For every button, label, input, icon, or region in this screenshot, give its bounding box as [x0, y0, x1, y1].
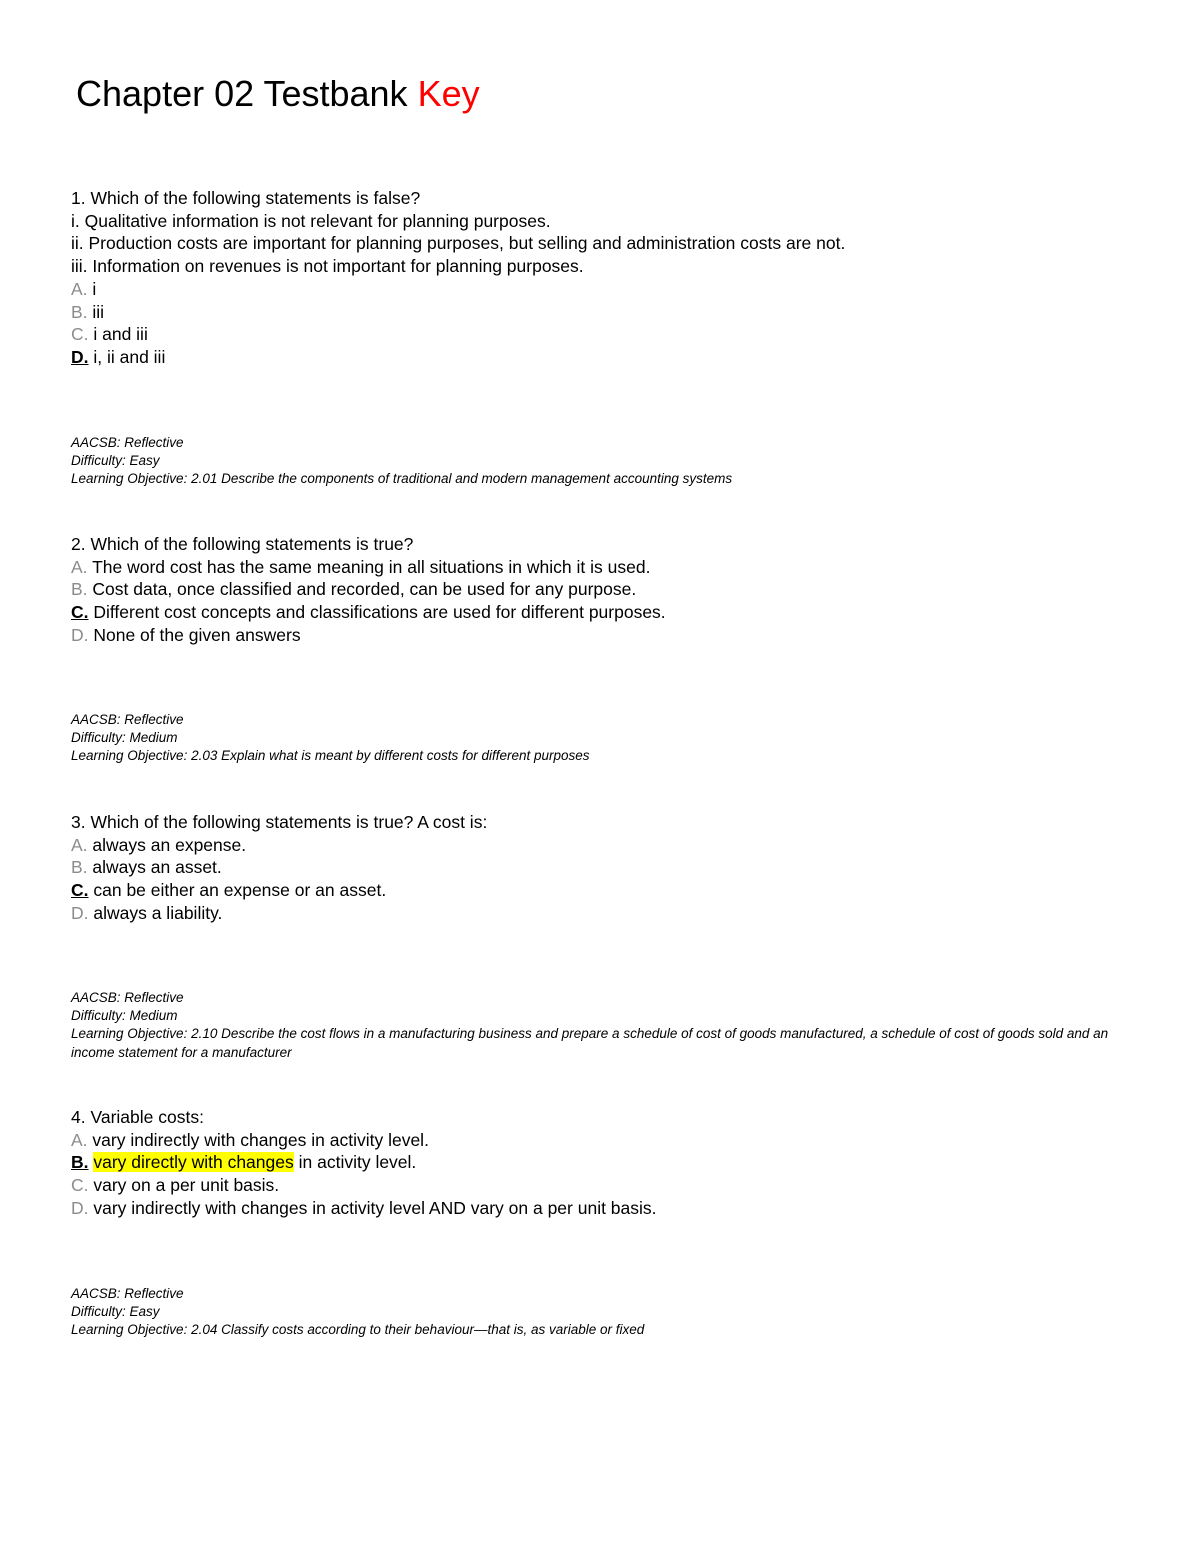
- correct-option-letter: B.: [71, 1152, 89, 1173]
- learning-objective: Learning Objective: 2.01 Describe the components of traditional and modern management accounting systems: [71, 471, 733, 487]
- learning-objective: Learning Objective: 2.10 Describe the cost flows in a manufacturing business and prepare a schedule of cost of goods manufactured, a schedule of cost of goods sold and an income statement for a manufacturer: [71, 1026, 1109, 1060]
- question-stem: 4. Variable costs:: [71, 1107, 204, 1127]
- option-letter: C.: [71, 1175, 89, 1196]
- answer-option-d: [71, 624, 666, 647]
- question-2: [71, 533, 666, 647]
- aacsb-tag: AACSB: Reflective: [71, 435, 184, 450]
- question-statement: iii. Information on revenues is not important for planning purposes.: [71, 256, 584, 277]
- aacsb-tag: AACSB: Reflective: [71, 1286, 184, 1301]
- option-text: in activity level.: [293, 1152, 417, 1173]
- difficulty-tag: Difficulty: Easy: [71, 453, 160, 469]
- option-text: Different cost concepts and classifications are used for different purposes.: [88, 602, 666, 623]
- answer-option-d: [71, 1197, 657, 1220]
- question-1: [71, 187, 845, 369]
- option-text: vary indirectly with changes in activity level AND vary on a per unit basis.: [88, 1197, 657, 1218]
- option-text: iii: [87, 301, 105, 322]
- answer-option-c: [71, 323, 845, 346]
- answer-option-d-correct: [71, 346, 845, 369]
- question-1-metadata: [71, 434, 1141, 489]
- correct-option-letter: D.: [71, 346, 89, 367]
- learning-objective: Learning Objective: 2.03 Explain what is meant by different costs for different purposes: [71, 748, 590, 764]
- option-text: can be either an expense or an asset.: [88, 880, 387, 901]
- option-letter: B.: [71, 857, 88, 878]
- option-letter: A.: [71, 556, 88, 577]
- question-stem: 2. Which of the following statements is true?: [71, 534, 414, 554]
- difficulty-tag: Difficulty: Medium: [71, 730, 178, 746]
- option-text: i and iii: [88, 324, 148, 345]
- option-text: vary on a per unit basis.: [88, 1175, 280, 1196]
- answer-option-d: [71, 902, 487, 925]
- answer-option-a: [71, 278, 845, 301]
- answer-option-a: [71, 834, 487, 857]
- difficulty-tag: Difficulty: Easy: [71, 1304, 160, 1320]
- option-letter: D.: [71, 902, 89, 923]
- option-text: None of the given answers: [88, 624, 301, 645]
- highlighted-text: vary directly with changes: [93, 1152, 294, 1173]
- option-letter: D.: [71, 1197, 89, 1218]
- option-letter: A.: [71, 278, 88, 299]
- answer-option-c-correct: [71, 601, 666, 624]
- answer-option-b-correct: [71, 1151, 657, 1174]
- answer-option-b: [71, 578, 666, 601]
- option-letter: B.: [71, 579, 88, 600]
- answer-option-b: [71, 301, 845, 324]
- option-text: i, ii and iii: [88, 346, 166, 367]
- learning-objective: Learning Objective: 2.04 Classify costs according to their behaviour—that is, as variable or fixed: [71, 1322, 645, 1338]
- question-statement: i. Qualitative information is not relevant for planning purposes.: [71, 210, 551, 231]
- title-accent: Key: [417, 73, 480, 114]
- option-letter: A.: [71, 834, 88, 855]
- option-text: Cost data, once classified and recorded, can be used for any purpose.: [87, 579, 637, 600]
- correct-option-letter: C.: [71, 880, 89, 901]
- option-text: i: [87, 278, 97, 299]
- question-4-metadata: [71, 1285, 1141, 1340]
- correct-option-letter: C.: [71, 602, 89, 623]
- option-letter: D.: [71, 624, 89, 645]
- question-4: [71, 1106, 657, 1220]
- title-main: Chapter 02 Testbank: [76, 73, 418, 114]
- question-stem: 1. Which of the following statements is false?: [71, 188, 421, 208]
- answer-option-a: [71, 1129, 657, 1152]
- answer-option-b: [71, 856, 487, 879]
- aacsb-tag: AACSB: Reflective: [71, 712, 184, 727]
- question-statement: ii. Production costs are important for planning purposes, but selling and administration costs are not.: [71, 233, 846, 254]
- question-3: [71, 811, 487, 925]
- difficulty-tag: Difficulty: Medium: [71, 1008, 178, 1024]
- option-letter: B.: [71, 301, 88, 322]
- answer-option-c: [71, 1174, 657, 1197]
- answer-option-a: [71, 556, 666, 579]
- aacsb-tag: AACSB: Reflective: [71, 990, 184, 1005]
- option-letter: A.: [71, 1129, 88, 1150]
- question-2-metadata: [71, 711, 1141, 766]
- answer-option-c-correct: [71, 879, 487, 902]
- option-letter: C.: [71, 324, 89, 345]
- page-title: [76, 72, 480, 116]
- option-text: always an asset.: [87, 857, 222, 878]
- option-text: always an expense.: [87, 834, 247, 855]
- option-text: The word cost has the same meaning in all situations in which it is used.: [87, 556, 651, 577]
- question-3-metadata: [71, 989, 1141, 1062]
- question-stem: 3. Which of the following statements is true? A cost is:: [71, 812, 488, 832]
- option-text: vary indirectly with changes in activity level.: [87, 1129, 429, 1150]
- option-text: always a liability.: [88, 902, 223, 923]
